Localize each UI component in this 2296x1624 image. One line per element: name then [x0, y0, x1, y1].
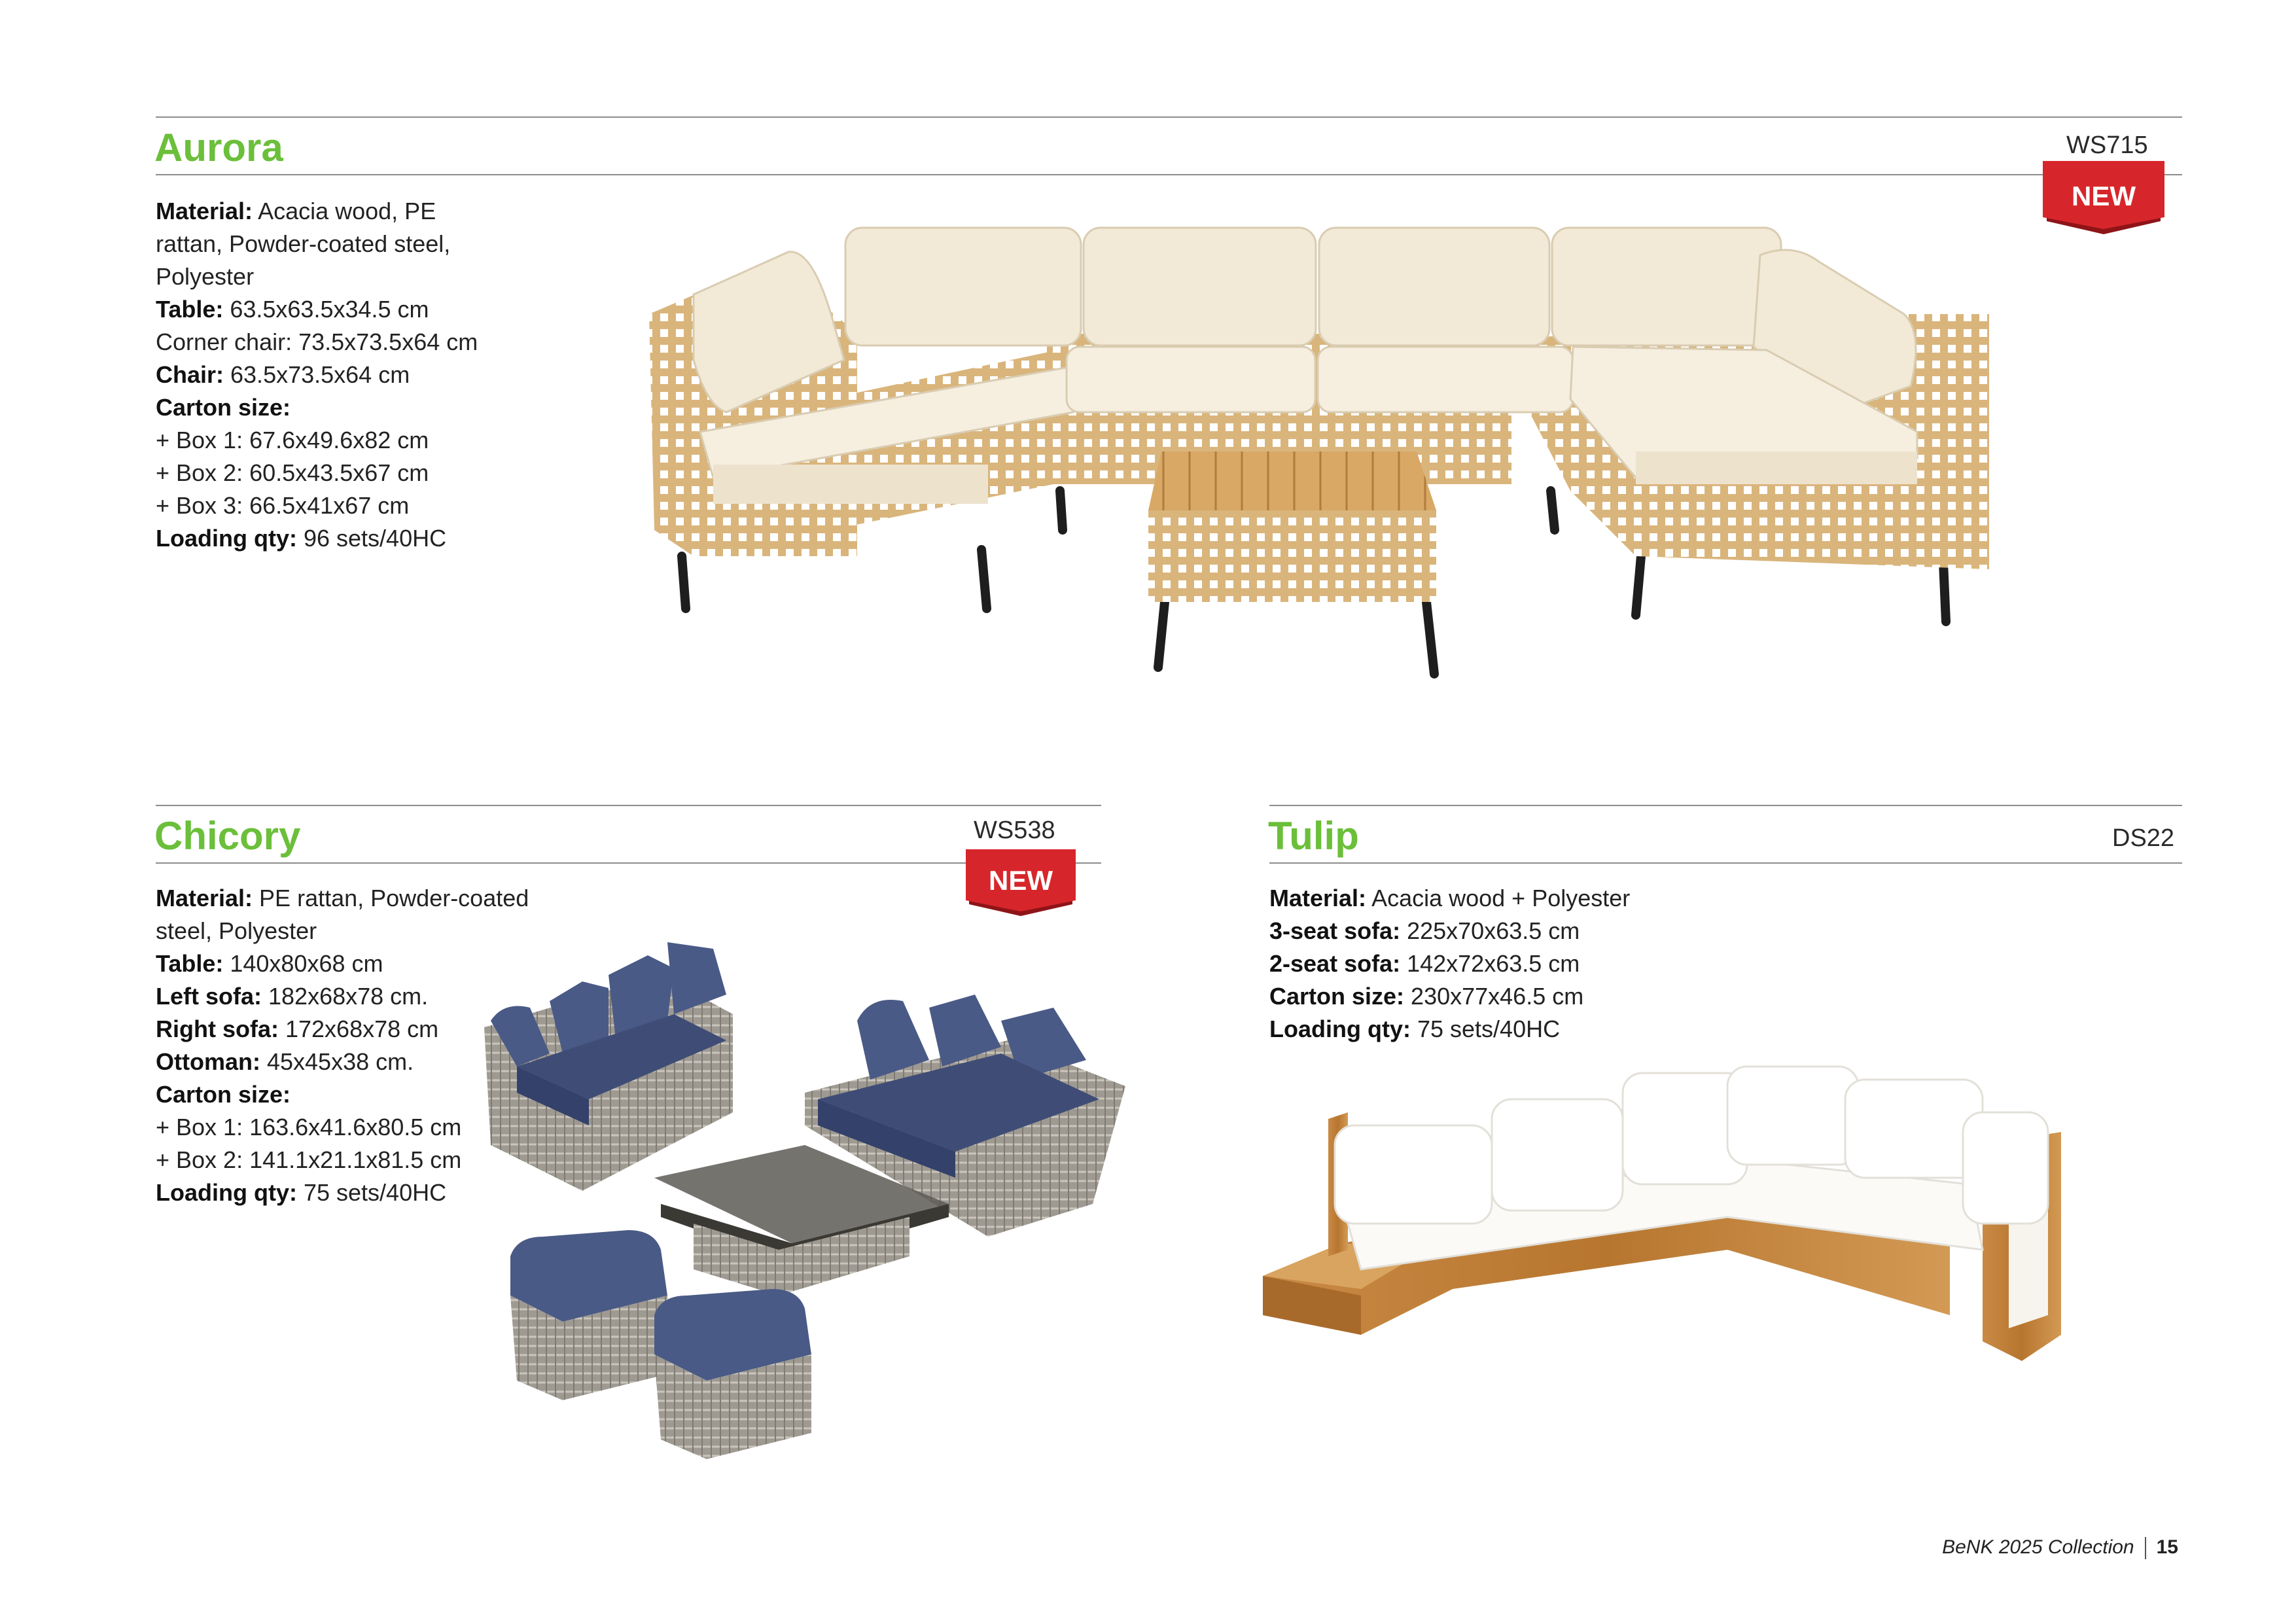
spec-line: Material: Acacia wood, PE — [156, 198, 436, 224]
collection-name: BeNK 2025 Collection — [1942, 1536, 2134, 1558]
chicory-top-rule — [156, 805, 1101, 806]
spec-line: Table: 140x80x68 cm — [156, 950, 383, 977]
aurora-code: WS715 — [2066, 132, 2148, 159]
aurora-badge-text: NEW — [2072, 181, 2136, 211]
spec-line: + Box 1: 67.6x49.6x82 cm — [156, 427, 429, 453]
chicory-set-image — [478, 929, 1132, 1492]
chicory-code: WS538 — [974, 817, 1055, 844]
tulip-top-rule — [1269, 805, 2182, 806]
spec-line: Corner chair: 73.5x73.5x64 cm — [156, 328, 478, 355]
aurora-sectional-image — [641, 216, 2002, 687]
spec-line: + Box 2: 141.1x21.1x81.5 cm — [156, 1146, 462, 1173]
spec-line: Carton size: — [156, 1081, 291, 1108]
spec-line: Table: 63.5x63.5x34.5 cm — [156, 296, 429, 323]
tulip-code: DS22 — [2112, 824, 2175, 852]
footer-divider — [2145, 1537, 2146, 1559]
spec-line: Right sofa: 172x68x78 cm — [156, 1015, 439, 1042]
spec-line: Loading qty: 75 sets/40HC — [1269, 1015, 1561, 1042]
aurora-top-rule — [156, 116, 2182, 118]
chicory-title: Chicory — [154, 814, 301, 858]
spec-line: 2-seat sofa: 142x72x63.5 cm — [1269, 950, 1580, 977]
chicory-bottom-rule — [156, 862, 1101, 864]
tulip-bottom-rule — [1269, 862, 2182, 864]
page-number: 15 — [2156, 1536, 2178, 1558]
aurora-bottom-rule — [156, 174, 2182, 175]
chicory-badge-text: NEW — [989, 865, 1053, 896]
page-footer — [1942, 1536, 2178, 1559]
tulip-sofa-image — [1256, 1053, 2199, 1368]
spec-line: + Box 2: 60.5x43.5x67 cm — [156, 459, 429, 486]
tulip-title: Tulip — [1268, 814, 1359, 858]
spec-line: 3-seat sofa: 225x70x63.5 cm — [1269, 917, 1580, 944]
spec-line: Chair: 63.5x73.5x64 cm — [156, 361, 410, 388]
tulip-specs — [1269, 882, 1630, 1046]
aurora-title: Aurora — [154, 126, 283, 169]
spec-line: Loading qty: 75 sets/40HC — [156, 1179, 447, 1206]
spec-line: + Box 1: 163.6x41.6x80.5 cm — [156, 1114, 462, 1140]
chicory-new-badge — [966, 849, 1076, 921]
spec-line: Ottoman: 45x45x38 cm. — [156, 1048, 414, 1075]
spec-line: Left sofa: 182x68x78 cm. — [156, 983, 429, 1010]
aurora-new-badge — [2043, 161, 2164, 239]
spec-line: Polyester — [156, 263, 255, 290]
spec-line: Carton size: — [156, 394, 291, 421]
spec-line: steel, Polyester — [156, 917, 317, 944]
aurora-specs — [156, 195, 478, 555]
spec-line: Loading qty: 96 sets/40HC — [156, 525, 447, 552]
spec-line: Material: PE rattan, Powder-coated — [156, 885, 529, 911]
spec-line: rattan, Powder-coated steel, — [156, 230, 451, 257]
spec-line: + Box 3: 66.5x41x67 cm — [156, 492, 410, 519]
spec-line: Material: Acacia wood + Polyester — [1269, 885, 1631, 911]
spec-line: Carton size: 230x77x46.5 cm — [1269, 983, 1584, 1010]
chicory-specs — [156, 882, 529, 1209]
